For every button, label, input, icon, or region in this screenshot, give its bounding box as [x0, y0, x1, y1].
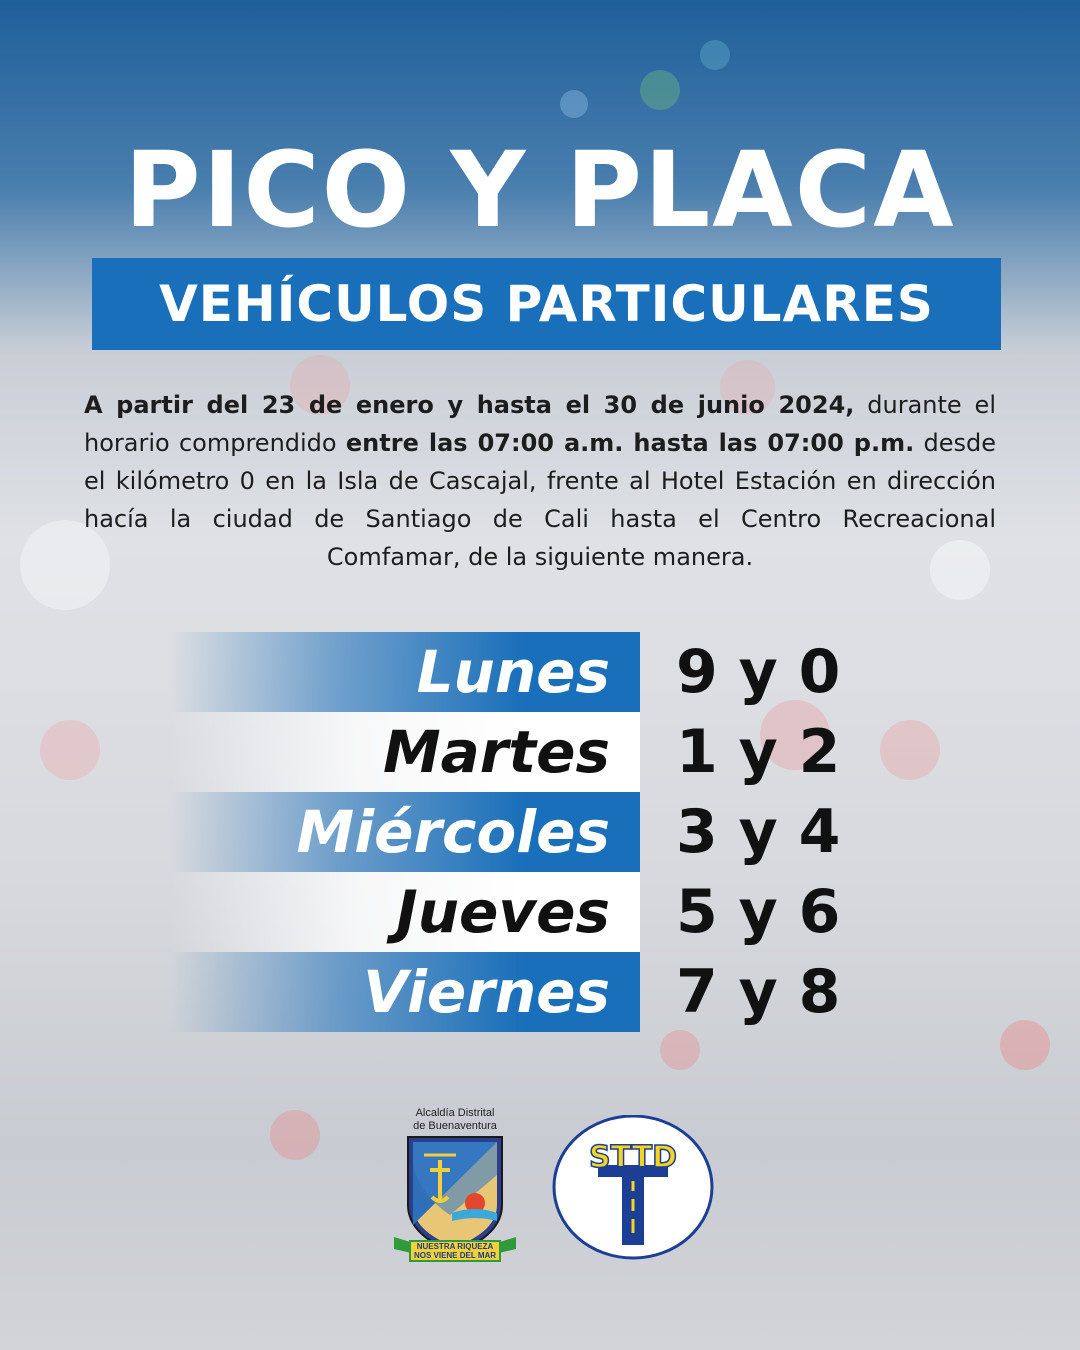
sttd-text: STTD — [588, 1140, 678, 1175]
ribbon-line-2: NOS VIENE DEL MAR — [413, 1251, 497, 1260]
day-band — [170, 712, 640, 792]
alcaldia-ribbon — [410, 1242, 500, 1260]
ribbon-line-1: NUESTRA RIQUEZA — [416, 1242, 494, 1251]
day-label: Jueves — [396, 878, 610, 946]
plate-digits: 3 y 4 — [676, 797, 841, 867]
plate-digits: 9 y 0 — [676, 637, 841, 707]
day-label: Viernes — [363, 958, 610, 1026]
plate-digits: 1 y 2 — [676, 717, 841, 787]
description — [84, 386, 996, 576]
subtitle: VEHÍCULOS PARTICULARES — [159, 275, 934, 333]
day-band — [170, 872, 640, 952]
day-label: Martes — [382, 718, 610, 786]
page-title: PICO Y PLACA — [124, 129, 956, 251]
day-band — [170, 792, 640, 872]
schedule-table — [0, 632, 1080, 1032]
alcaldia-line-2: de Buenaventura — [413, 1120, 497, 1132]
schedule-row-friday — [0, 952, 1080, 1032]
sttd-logo — [552, 1115, 714, 1260]
day-band — [170, 952, 640, 1032]
description-dates: A partir del 23 de enero y hasta el 30 de junio 2024, — [84, 391, 855, 419]
schedule-row-monday — [0, 632, 1080, 712]
subtitle-banner — [92, 258, 1001, 350]
day-label: Miércoles — [296, 798, 610, 866]
schedule-row-wednesday — [0, 792, 1080, 872]
plate-digits: 5 y 6 — [676, 877, 841, 947]
description-text-1: durante el horario comprendido — [84, 391, 996, 457]
day-band — [170, 632, 640, 712]
description-text-2: desde el kilómetro 0 en la Isla de Cascajal, frente al Hotel Estación en dirección hacía la ciudad de Santiago de Cali hasta el Centro Recreacional Comfamar, de la siguiente manera. — [84, 429, 997, 571]
description-hours: entre las 07:00 a.m. hasta las 07:00 p.m. — [345, 429, 915, 457]
alcaldia-line-1: Alcaldía Distrital — [415, 1107, 495, 1119]
plate-digits: 7 y 8 — [676, 957, 841, 1027]
schedule-row-thursday — [0, 872, 1080, 952]
schedule-row-tuesday — [0, 712, 1080, 792]
day-label: Lunes — [416, 638, 610, 706]
